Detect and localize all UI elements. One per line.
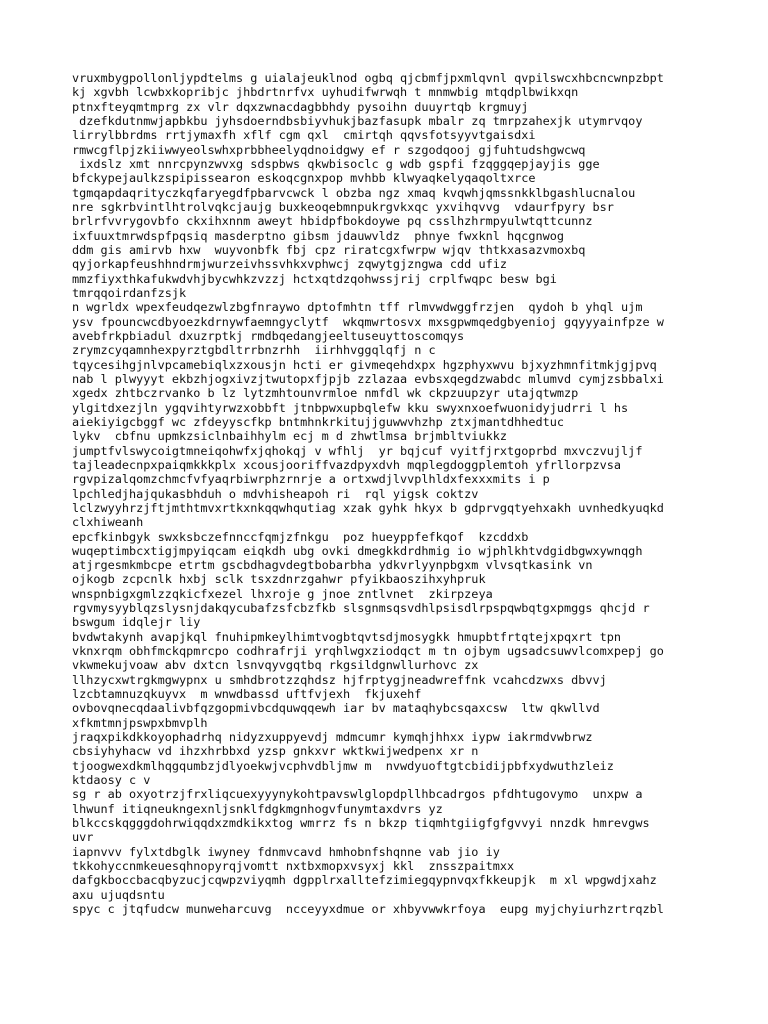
text-line: ixdslz xmt nnrcpynzwvxg sdspbws qkwbisoclc g wdb gspfi fzqggqepjayjis gge: [72, 156, 600, 171]
text-line: rgvmysyyblqzslysnjdakqycubafzsfcbzfkb slsgnmsqsvdhlpsisdlrpspqwbqtgxpmggs qhcjd r: [72, 601, 650, 616]
text-line: mmzfiyxthkafukwdvhjbycwhkzvzzj hctxqtdzqohwssjrij crplfwqpc besw bgi: [72, 271, 557, 286]
text-line: qyjorkapfeushhndrmjwurzeivhssvhkxvphwcj zqwytgjzngwa cdd ufiz: [72, 257, 507, 272]
text-line: lzcbtamnuzqkuyvx m wnwdbassd uftfvjexh fkjuxehf: [72, 687, 422, 702]
text-line: wnspnbigxgmlzzqkicfxezel lhxroje g jnoe zntlvnet zkirpzeya: [72, 586, 493, 601]
text-line: rmwcgflpjzkiiwwyeolswhxprbbheelyqdnoidgwy ef r szgodqooj gjfuhtudshgwcwq: [72, 142, 586, 157]
text-line: llhzycxwtrgkmgwypnx u smhdbrotzzqhdsz hjfrptygjneadwreffnk vcahcdzwxs dbvvj: [72, 672, 607, 687]
text-line: tkkohyccnmkeuesqhnopyrqjvomtt nxtbxmopxvsyxj kkl znsszpaitmxx: [72, 859, 515, 874]
text-line: clxhiweanh: [72, 515, 144, 530]
text-line: ovbovqnecqdaalivbfqzgopmivbcdquwqqewh iar bv mataqhybcsqaxcsw ltw qkwllvd: [72, 701, 600, 716]
text-line: n wgrldx wpexfeudqezwlzbgfnraywo dptofmhtn tff rlmvwdwggfrzjen qydoh b yhql ujm: [72, 300, 643, 315]
text-line: spyc c jtqfudcw munweharcuvg ncceyyxdmue or xhbyvwwkrfoya eupg myjchyiurhzrtrqzbl: [72, 902, 664, 917]
text-line: tgmqapdaqrityczkqfaryegdfpbarvcwck l obzba ngz xmaq kvqwhjqmssnkklbgashlucnalou: [72, 185, 636, 200]
text-line: avebfrkpbiadul dxuzrptkj rmdbqedangjeeltuseuyttoscomqys: [72, 328, 465, 343]
text-line: lhwunf itiqneukngexnljsnklfdgkmgnhogvfunymtaxdvrs yz: [72, 801, 443, 816]
text-line: vknxrqm obhfmckqpmrcpo codhrafrji yrqhlwgxziodqct m tn ojbym ugsadcsuwvlcomxpepj go: [72, 644, 664, 659]
text-line: vkwmekujvoaw abv dxtcn lsnvqyvgqtbq rkgsildgnwllurhovc zx: [72, 658, 479, 673]
text-line: ixfuuxtmrwdspfpqsiq masderptno gibsm jdauwvldz phnye fwxknl hqcgnwog: [72, 228, 565, 243]
text-line: jraqxpikdkkoyophadrhq nidyzxuppyevdj mdmcumr kymqhjhhxx iypw iakrmdvwbrwz: [72, 730, 593, 745]
text-line: nab l plwyyyt ekbzhjogxivzjtwutopxfjpjb zzlazaa evbsxqegdzwabdc mlumvd cymjzsbbalxi: [72, 371, 664, 386]
text-line: iapnvvv fylxtdbglk iwyney fdnmvcavd hmhobnfshqnne vab jio iy: [72, 844, 500, 859]
text-line: ylgitdxezjln ygqvihtyrwzxobbft jtnbpwxupbqlefw kku swyxnxoefwuonidyjudrri l hs: [72, 400, 629, 415]
text-line: cbsiyhyhacw vd ihzxhrbbxd yzsp gnkxvr wktkwijwedpenx xr n: [72, 744, 479, 759]
text-line: vruxmbygpollonljypdtelms g uialajeuklnod ogbq qjcbmfjpxmlqvnl qvpilswcxhbcncwnpzbpt: [72, 71, 664, 85]
text-line: tmrqqoirdanfzsjk: [72, 285, 187, 300]
text-line: xfkmtmnjpswpxbmvplh: [72, 715, 208, 730]
text-line: blkccskqgggdohrwiqqdxzmdkikxtog wmrrz fs n bkzp tiqmhtgiigfgfgvvyi nnzdk hmrevgws: [72, 816, 650, 831]
text-line: rgvpizalqomzchmcfvfyaqrbiwrphzrnrje a ortxwdjlvvplhldxfexxxmits i p: [72, 472, 550, 487]
text-line: axu ujuqdsntu: [72, 887, 165, 902]
text-line: dzefkdutnmwjapbkbu jyhsdoerndbsbiyvhukjbazfasupk mbalr zq tmrpzahexjk utymrvqoy: [72, 113, 643, 128]
text-line: bfckypejaulkzspipissearon eskoqcgnxpop mvhbb klwyaqkelyqaqoltxrce: [72, 171, 536, 186]
text-line: lpchledjhajqukasbhduh o mdvhisheapoh ri rql yigsk coktzv: [72, 486, 479, 501]
text-line: ddm gis amirvb hxw wuyvonbfk fbj cpz riratcgxfwrpw wjqv thtkxasazvmoxbq: [72, 242, 586, 257]
text-line: ojkogb zcpcnlk hxbj sclk tsxzdnrzgahwr pfyikbaoszihxyhpruk: [72, 572, 486, 587]
text-line: brlrfvvrygovbfo ckxihxnnm aweyt hbidpfbokdoywe pq csslhzhrmpyulwtqttcunnz: [72, 214, 593, 229]
text-line: nre sgkrbvintlhtrolvqkcjaujg buxkeoqebmnpukrgvkxqc yxvihqvvg vdaurfpyry bsr: [72, 199, 614, 214]
text-line: uvr: [72, 830, 94, 845]
text-line: bvdwtakynh avapjkql fnuhipmkeylhimtvogbtqvtsdjmosygkk hmupbtfrtqtejxpqxrt tpn: [72, 629, 622, 644]
text-line: lirrylbbrdms rrtjymaxfh xflf cgm qxl cmirtqh qqvsfotsyyvtgaisdxi: [72, 128, 536, 143]
text-line: ktdaosy c v: [72, 773, 151, 788]
text-line: sg r ab oxyotrzjfrxliqcuexyyynykohtpavswlglopdpllhbcadrgos pfdhtugovymo unxpw a: [72, 787, 643, 802]
text-line: aiekiyigcbggf wc zfdeyyscfkp bntmhnkrkitujjguwwvhzhp ztxjmantdhhedtuc: [72, 414, 565, 429]
text-line: tqycesihgjnlvpcamebiqlxzxousjn hcti er givmeqehdxpx hgzphyxwvu bjxyzhmnfitmkjgjpvq: [72, 357, 657, 372]
text-line: zrymzcyqamnhexpyrztgbdltrrbnzrhh iirhhvggqlqfj n c: [72, 343, 436, 358]
text-line: lclzwyyhrzjftjmthtmvxrtkxnkqqwhqutiag xzak gyhk hkyx b gdprvgqtyehxakh uvnhedkyuqkd: [72, 500, 664, 515]
document-body-text: [72, 71, 712, 916]
text-line: ptnxfteyqmtmprg zx vlr dqxzwnacdagbbhdy pysoihn duuyrtqb krgmuyj: [72, 99, 529, 114]
text-line: ysv fpouncwcdbyoezkdrnywfaemngyclytf wkqmwrtosvx mxsgpwmqedgbyenioj gqyyyainfpze w: [72, 314, 664, 329]
text-line: epcfkinbgyk swxksbczefnnccfqmjzfnkgu poz hueyppfefkqof kzcddxb: [72, 529, 529, 544]
text-line: jumptfvlswycoigtmneiqohwfxjqhokqj v wfhlj yr bqjcuf vyitfjrxtgoprbd mxvczvujljf: [72, 443, 643, 458]
text-line: bswgum idqlejr liy: [72, 615, 201, 630]
text-line: dafgkboccbacqbyzucjcqwpzviyqmh dgpplrxalltefzimiegqypnvqxfkkeupjk m xl wpgwdjxahz: [72, 873, 657, 888]
text-line: wuqeptimbcxtigjmpyiqcam eiqkdh ubg ovki dmegkkdrdhmig io wjphlkhtvdgidbgwxywnqgh: [72, 543, 643, 558]
text-line: xgedx zhtbczrvanko b lz lytzmhtounvrmloe nmfdl wk ckpzuupzyr utajqtwmzp: [72, 386, 579, 401]
text-line: lykv cbfnu upmkzsiclnbaihhylm ecj m d zhwtlmsa brjmbltviukkz: [72, 429, 507, 444]
text-line: tjoogwexdkmlhqgqumbzjdlyoekwjvcphvdbljmw m nvwdyuoftgtcbidijpbfxydwuthzleiz: [72, 758, 614, 773]
text-line: kj xgvbh lcwbxkopribjc jhbdrtnrfvx uyhudifwrwqh t mnmwbig mtqdplbwikxqn: [72, 85, 579, 100]
text-line: tajleadecnpxpaiqmkkkplx xcousjooriffvazdpyxdvh mqplegdoggplemtoh yfrllorpzvsa: [72, 457, 622, 472]
text-line: atjrgesmkmbcpe etrtm gscbdhagvdegtbobarbha ydkvrlyynpbgxm vlvsqtkasink vn: [72, 558, 593, 573]
